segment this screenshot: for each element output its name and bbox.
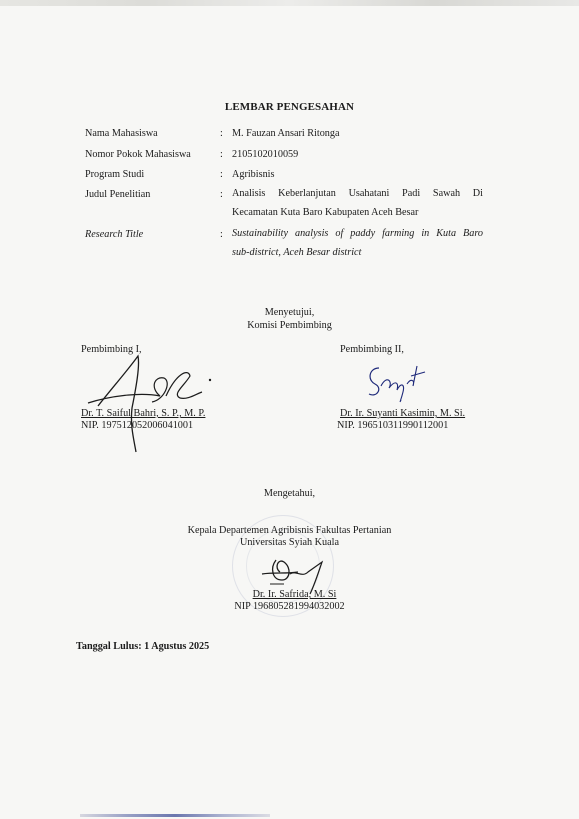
- scan-edge-top: [0, 0, 579, 6]
- title-line-2: Kecamatan Kuta Baro Kabupaten Aceh Besar: [232, 207, 419, 218]
- field-value-name: M. Fauzan Ansari Ritonga: [232, 128, 340, 139]
- field-value-title: [232, 184, 483, 222]
- field-label-program: Program Studi: [85, 169, 145, 180]
- field-label-name: Nama Mahasiswa: [85, 128, 158, 139]
- supervisor1-nip: NIP. 197512052006041001: [81, 420, 194, 431]
- field-label-research-title: Research Title: [85, 229, 144, 240]
- approval-committee: Komisi Pembimbing: [247, 320, 332, 331]
- graduation-date: Tanggal Lulus: 1 Agustus 2025: [76, 641, 210, 652]
- supervisor1-name: Dr. T. Saiful Bahri, S. P., M. P.: [81, 408, 206, 419]
- document-title: LEMBAR PENGESAHAN: [224, 101, 355, 113]
- head-position: Kepala Departemen Agribisnis Fakultas Pertanian: [187, 525, 392, 536]
- supervisor1-signature: [80, 348, 220, 458]
- supervisor2-signature: [365, 360, 445, 405]
- head-name: Dr. Ir. Safrida, M. Si: [252, 589, 337, 600]
- field-value-program: Agribisnis: [232, 169, 275, 180]
- field-colon: :: [220, 229, 223, 240]
- field-colon: :: [220, 149, 223, 160]
- scan-edge-bottom: [80, 814, 270, 817]
- research-title-line-2: sub-district, Aceh Besar district: [232, 247, 362, 258]
- field-colon: :: [220, 128, 223, 139]
- supervisor2-nip: NIP. 196510311990112001: [337, 420, 449, 431]
- acknowledge-heading: Mengetahui,: [263, 488, 316, 499]
- field-value-npm: 2105102010059: [232, 149, 299, 160]
- head-nip: NIP 196805281994032002: [234, 601, 345, 612]
- field-colon: :: [220, 189, 223, 200]
- field-colon: :: [220, 169, 223, 180]
- field-value-research-title: [232, 224, 483, 262]
- supervisor2-role: Pembimbing II,: [340, 344, 404, 355]
- title-line-1: Analisis Keberlanjutan Usahatani Padi Sawah Di: [232, 188, 483, 199]
- supervisor1-role: Pembimbing I,: [81, 344, 142, 355]
- supervisor2-name: Dr. Ir. Suyanti Kasimin, M. Si.: [340, 408, 466, 419]
- head-institution: Universitas Syiah Kuala: [239, 537, 340, 548]
- field-label-npm: Nomor Pokok Mahasiswa: [85, 149, 191, 160]
- research-title-line-1: Sustainability analysis of paddy farming in Kuta Baro: [232, 228, 483, 239]
- field-label-title: Judul Penelitian: [85, 189, 151, 200]
- approval-heading: Menyetujui,: [264, 307, 315, 318]
